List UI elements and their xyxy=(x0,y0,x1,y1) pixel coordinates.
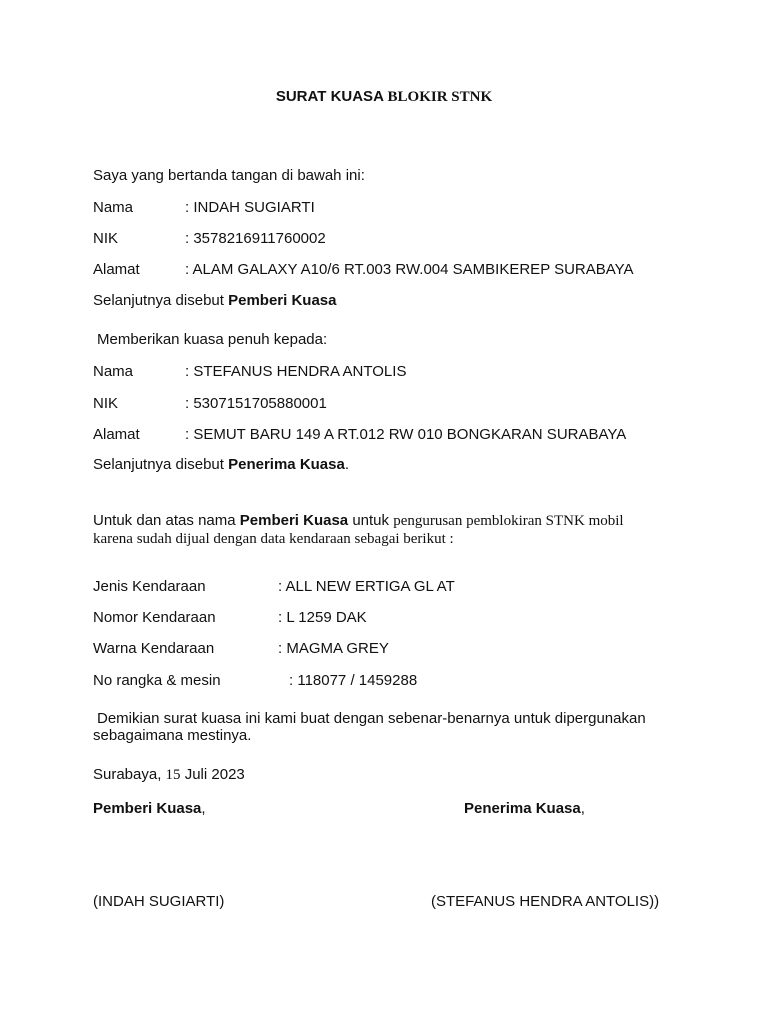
warna-label: Warna Kendaraan xyxy=(93,640,215,657)
rangka-label: No rangka & mesin xyxy=(93,672,221,689)
untuk-mid: untuk xyxy=(348,512,394,529)
memberikan-text: Memberikan kuasa penuh kepada: xyxy=(97,331,328,348)
tanggal-prefix: Surabaya, xyxy=(93,766,166,783)
pemberi-alamat-value: : ALAM GALAXY A10/6 RT.003 RW.004 SAMBIKEREP SURABAYA xyxy=(185,261,634,278)
penerima-alamat-label: Alamat xyxy=(93,426,140,443)
title-part2: BLOKIR STNK xyxy=(387,89,493,105)
jenis-value: : ALL NEW ERTIGA GL AT xyxy=(278,578,455,595)
penerima-alamat-value: : SEMUT BARU 149 A RT.012 RW 010 BONGKARAN SURABAYA xyxy=(185,426,627,443)
untuk-prefix: Untuk dan atas nama xyxy=(93,512,240,529)
intro-text: Saya yang bertanda tangan di bawah ini: xyxy=(93,167,365,184)
penerima-nik-value: : 5307151705880001 xyxy=(185,395,327,412)
tanggal-day: 15 xyxy=(165,767,181,783)
title-part1: SURAT KUASA xyxy=(275,88,388,105)
pemberi-nik-label: NIK xyxy=(93,230,119,247)
jenis-label: Jenis Kendaraan xyxy=(93,578,206,595)
pemberi-sebut-prefix: Selanjutnya disebut xyxy=(93,292,229,309)
nomor-value: : L 1259 DAK xyxy=(278,609,367,626)
penerima-sign-name: (STEFANUS HENDRA ANTOLIS)) xyxy=(431,893,660,910)
pemberi-sign-bold: Pemberi Kuasa xyxy=(93,800,202,817)
pemberi-alamat-label: Alamat xyxy=(93,261,140,278)
untuk-serif-line2: karena sudah dijual dengan data kendaraan sebagai berikut : xyxy=(93,531,454,547)
pemberi-sign-label xyxy=(93,800,206,817)
penerima-nama-label: Nama xyxy=(93,363,134,380)
penerima-sebut-prefix: Selanjutnya disebut xyxy=(93,456,229,473)
untuk-bold: Pemberi Kuasa xyxy=(239,512,349,529)
pemberi-sign-name: (INDAH SUGIARTI) xyxy=(93,893,225,910)
pemberi-sign-comma: , xyxy=(201,800,206,817)
tanggal xyxy=(93,766,245,784)
pemberi-sebut-bold: Pemberi Kuasa xyxy=(228,292,337,309)
pemberi-nama-value: : INDAH SUGIARTI xyxy=(185,199,315,216)
demikian-line2: sebagaimana mestinya. xyxy=(93,727,252,744)
rangka-value: : 118077 / 1459288 xyxy=(289,672,418,689)
pemberi-sebut xyxy=(93,292,337,309)
penerima-sebut-suffix: . xyxy=(344,456,350,473)
untuk-serif-line1: pengurusan pemblokiran STNK mobil xyxy=(393,513,624,529)
pemberi-nik-value: : 3578216911760002 xyxy=(185,230,326,247)
penerima-nik-label: NIK xyxy=(93,395,119,412)
warna-value: : MAGMA GREY xyxy=(278,640,389,657)
penerima-sebut xyxy=(93,456,349,473)
demikian-line1: Demikian surat kuasa ini kami buat dengan sebenar-benarnya untuk dipergunakan xyxy=(97,710,646,727)
penerima-sebut-bold: Penerima Kuasa xyxy=(228,456,345,473)
nomor-label: Nomor Kendaraan xyxy=(93,609,216,626)
penerima-nama-value: : STEFANUS HENDRA ANTOLIS xyxy=(185,363,407,380)
tanggal-rest: Juli 2023 xyxy=(180,766,245,783)
penerima-sign-comma: , xyxy=(580,800,585,817)
penerima-sign-label xyxy=(464,800,585,817)
untuk-paragraph xyxy=(93,512,693,548)
penerima-sign-bold: Penerima Kuasa xyxy=(464,800,581,817)
pemberi-nama-label: Nama xyxy=(93,199,134,216)
document-title xyxy=(0,88,768,106)
